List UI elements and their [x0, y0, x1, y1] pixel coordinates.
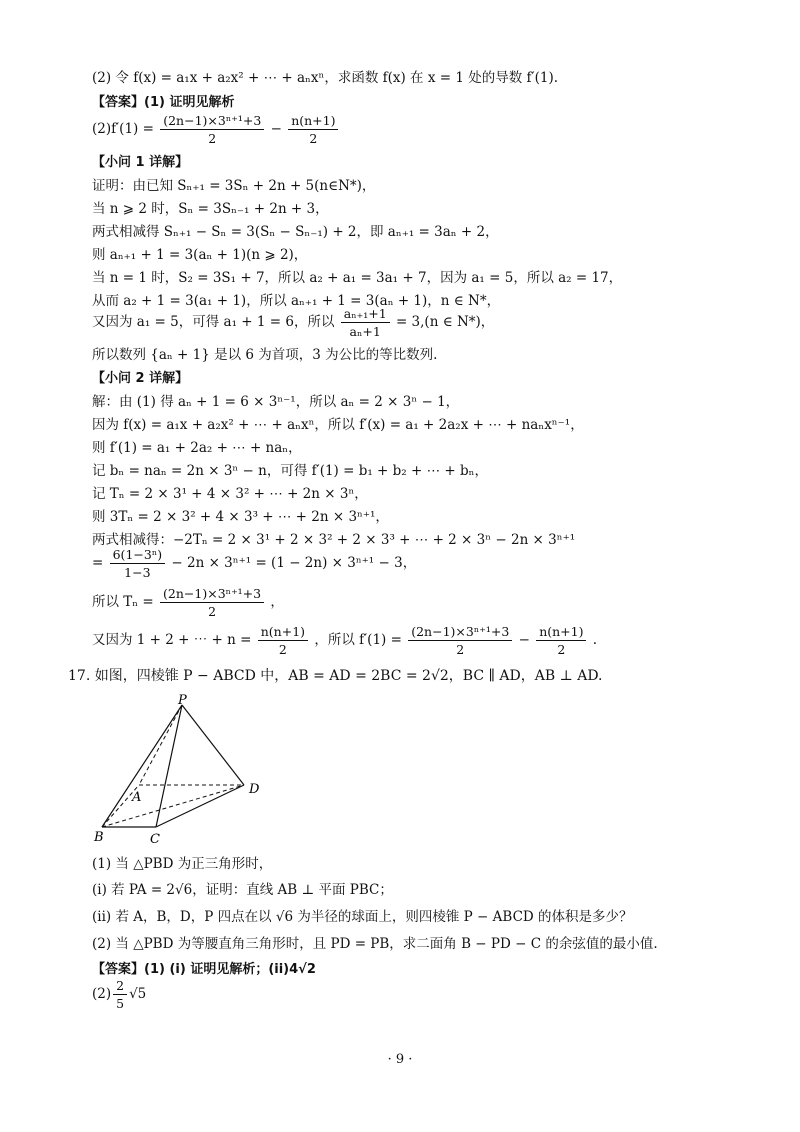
solution-line: 从而 a₂ + 1 = 3(a₁ + 1)，所以 aₙ₊₁ + 1 = 3(aₙ + 1)，n ∈ N*， — [92, 293, 501, 309]
solution-line: 两式相减得 Sₙ₊₁ − Sₙ = 3(Sₙ − Sₙ₋₁) + 2，即 aₙ₊₁ = 3aₙ + 2， — [92, 224, 499, 240]
formula-prefix: = — [92, 555, 104, 571]
solution-line: 则 3Tₙ = 2 × 3² + 4 × 3³ + ⋯ + 2n × 3ⁿ⁺¹， — [92, 509, 389, 525]
answer-17-part-2 — [92, 978, 146, 1011]
solution-line-fraction — [92, 306, 494, 339]
minus-sign: − — [270, 121, 282, 137]
formula-prefix: 又因为 1 + 2 + ⋯ + n = — [92, 632, 252, 648]
denominator: 5 — [113, 994, 127, 1011]
fraction — [408, 624, 512, 657]
solution-line: 因为 f(x) = a₁x + a₂x² + ⋯ + aₙxⁿ，所以 f′(x) = a₁ + 2a₂x + ⋯ + naₙxⁿ⁻¹， — [92, 417, 584, 433]
vertex-label-A: A — [132, 790, 142, 805]
numerator: n(n+1) — [291, 113, 336, 128]
solution-final-formula — [92, 624, 597, 657]
solution-line: 两式相减得：−2Tₙ = 2 × 3¹ + 2 × 3² + 2 × 3³ + ⋯ + 2 × 3ⁿ − 2n × 3ⁿ⁺¹ — [92, 532, 576, 548]
formula-middle: ，所以 f′(1) = — [314, 632, 402, 648]
fraction — [536, 624, 586, 657]
edge-PB — [102, 705, 182, 827]
problem-17-statement: 17. 如图，四棱锥 P − ABCD 中，AB = AD = 2BC = 2√2，BC ∥ AD，AB ⊥ AD. — [68, 668, 603, 684]
formula-prefix: (2)f′(1) = — [92, 121, 154, 137]
solution-line: 当 n ⩾ 2 时，Sₙ = 3Sₙ₋₁ + 2n + 3， — [92, 201, 329, 217]
fraction — [110, 547, 166, 580]
denominator: 2 — [408, 640, 512, 657]
problem-17-part-1i: (i) 若 PA = 2√6，证明：直线 AB ⊥ 平面 PBC； — [92, 882, 393, 898]
answer-part-2-formula — [92, 113, 340, 146]
formula-end: . — [592, 632, 598, 648]
solution-line: 证明：由已知 Sₙ₊₁ = 3Sₙ + 2n + 5(n∈N*)， — [92, 178, 376, 194]
problem-16-part-2: (2) 令 f(x) = a₁x + a₂x² + ⋯ + aₙxⁿ，求函数 f(x) 在 x = 1 处的导数 f′(1). — [92, 70, 559, 86]
edge-PA — [139, 705, 182, 785]
fraction — [341, 306, 390, 339]
formula-prefix: (2) — [92, 986, 112, 1002]
formula-suffix: − 2n × 3ⁿ⁺¹ = (1 − 2n) × 3ⁿ⁺¹ − 3， — [171, 555, 417, 571]
denominator: 2 — [536, 640, 586, 657]
numerator: (2n−1)×3ⁿ⁺¹+3 — [411, 624, 510, 639]
answer-17: 【答案】(1) (i) 证明见解析；(ii)4√2 — [92, 962, 316, 977]
solution-line: 记 bₙ = naₙ = 2n × 3ⁿ − n，可得 f′(1) = b₁ + b₂ + ⋯ + bₙ， — [92, 463, 488, 479]
formula-prefix: 又因为 a₁ = 5，可得 a₁ + 1 = 6，所以 — [92, 314, 335, 330]
denominator: 2 — [160, 129, 264, 146]
numerator: 6(1−3ⁿ) — [112, 547, 163, 562]
fraction — [160, 113, 264, 146]
pyramid-diagram — [92, 693, 272, 853]
subquestion-1-header: 【小问 1 详解】 — [92, 155, 189, 170]
denominator: 2 — [288, 129, 338, 146]
denominator: aₙ+1 — [341, 322, 390, 339]
numerator: (2n−1)×3ⁿ⁺¹+3 — [163, 113, 262, 128]
problem-17-part-1ii: (ii) 若 A，B，D，P 四点在以 √6 为半径的球面上，则四棱锥 P − ABCD 的体积是多少？ — [92, 909, 633, 925]
solution-line: 所以数列 {aₙ + 1} 是以 6 为首项，3 为公比的等比数列. — [92, 347, 438, 363]
vertex-label-P: P — [178, 693, 187, 708]
solution-line: 则 aₙ₊₁ + 1 = 3(aₙ + 1)(n ⩾ 2)， — [92, 247, 308, 263]
solution-line: 则 f′(1) = a₁ + 2a₂ + ⋯ + naₙ， — [92, 440, 302, 456]
numerator: (2n−1)×3ⁿ⁺¹+3 — [163, 586, 262, 601]
subquestion-2-header: 【小问 2 详解】 — [92, 371, 189, 386]
denominator: 2 — [258, 640, 308, 657]
solution-line-fraction — [92, 547, 416, 580]
formula-suffix: √5 — [129, 986, 147, 1002]
edge-PD — [182, 705, 244, 785]
solution-line-fraction — [92, 586, 284, 619]
formula-suffix: = 3,(n ∈ N*)， — [395, 314, 495, 330]
edge-BD — [102, 785, 244, 827]
edge-CD — [156, 785, 244, 827]
vertex-label-C: C — [150, 832, 160, 847]
fraction — [258, 624, 308, 657]
fraction — [113, 978, 127, 1011]
vertex-label-B: B — [94, 830, 104, 845]
denominator: 1−3 — [110, 563, 166, 580]
pyramid-figure — [92, 693, 272, 857]
vertex-label-D: D — [249, 782, 260, 797]
solution-line: 记 Tₙ = 2 × 3¹ + 4 × 3² + ⋯ + 2n × 3ⁿ， — [92, 486, 368, 502]
fraction — [288, 113, 338, 146]
edge-PC — [156, 705, 182, 827]
numerator: n(n+1) — [539, 624, 584, 639]
page-number: · 9 · — [387, 1052, 413, 1067]
solution-line: 当 n = 1 时，S₂ = 3S₁ + 7，所以 a₂ + a₁ = 3a₁ + 7，因为 a₁ = 5，所以 a₂ = 17， — [92, 270, 623, 286]
solution-line: 解：由 (1) 得 aₙ + 1 = 6 × 3ⁿ⁻¹，所以 aₙ = 2 × 3ⁿ − 1， — [92, 394, 460, 410]
numerator: aₙ₊₁+1 — [343, 306, 387, 321]
numerator: n(n+1) — [260, 624, 306, 639]
minus-sign: − — [518, 632, 530, 648]
problem-17-part-1: (1) 当 △PBD 为正三角形时， — [92, 856, 273, 872]
fraction — [160, 586, 264, 619]
answer-header: 【答案】(1) 证明见解析 — [92, 95, 235, 110]
formula-prefix: 所以 Tₙ = — [92, 594, 154, 610]
denominator: 2 — [160, 602, 264, 619]
numerator: 2 — [116, 978, 125, 993]
problem-17-part-2: (2) 当 △PBD 为等腰直角三角形时，且 PD = PB，求二面角 B − PD − C 的余弦值的最小值. — [92, 936, 658, 952]
formula-suffix: ， — [270, 594, 284, 610]
